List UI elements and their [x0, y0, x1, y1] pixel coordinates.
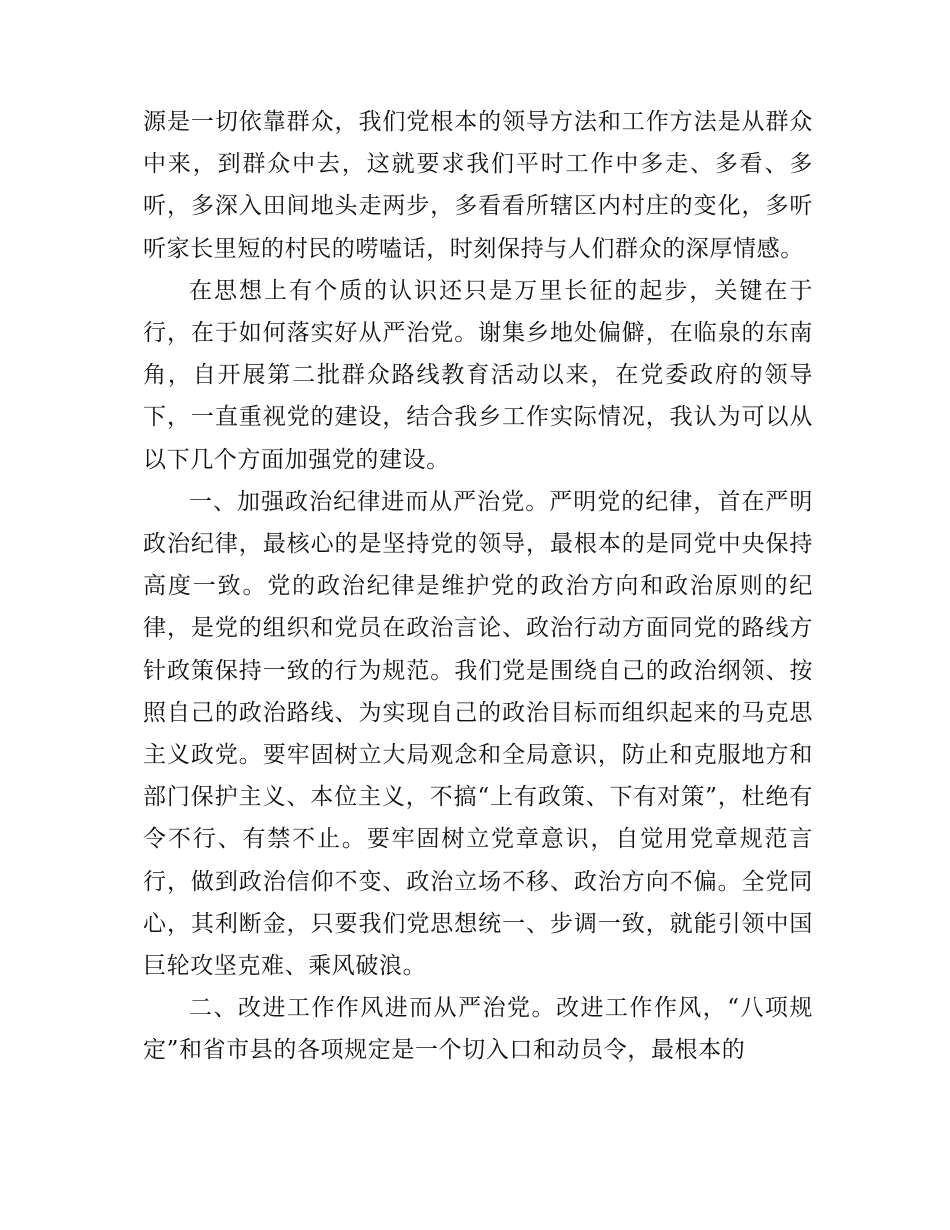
paragraph-3: 一、加强政治纪律进而从严治党。严明党的纪律，首在严明政治纪律，最核心的是坚持党的领导，最根本的是同党中央保持高度一致。党的政治纪律是维护党的政治方向和政治原则的纪律，是党的组织和党员在政治言论、政治行动方面同党的路线方针政策保持一致的行为规范。我们党是围绕自己的政治纲领、按照自己的政治路线、为实现自己的政治目标而组织起来的马克思主义政党。要牢固树立大局观念和全局意识，防止和克服地方和部门保护主义、本位主义，不搞“上有政策、下有对策”，杜绝有令不行、有禁不止。要牢固树立党章意识，自觉用党章规范言行，做到政治信仰不变、政治立场不移、政治方向不偏。全党同心，其利断金，只要我们党思想统一、步调一致，就能引领中国巨轮攻坚克难、乘风破浪。 [143, 488, 813, 980]
paragraph-2: 在思想上有个质的认识还只是万里长征的起步，关键在于行，在于如何落实好从严治党。谢集乡地处偏僻，在临泉的东南角，自开展第二批群众路线教育活动以来，在党委政府的领导下，一直重视党的建设，结合我乡工作实际情况，我认为可以从以下几个方面加强党的建设。 [143, 277, 813, 473]
document-body [143, 101, 813, 1072]
paragraph-4: 二、改进工作作风进而从严治党。改进工作作风，“八项规定”和省市县的各项规定是一个切入口和动员令，最根本的 [143, 995, 813, 1064]
paragraph-1: 源是一切依靠群众，我们党根本的领导方法和工作方法是从群众中来，到群众中去，这就要求我们平时工作中多走、多看、多听，多深入田间地头走两步，多看看所辖区内村庄的变化，多听听家长里短的村民的唠嗑话，时刻保持与人们群众的深厚情感。 [143, 109, 813, 262]
